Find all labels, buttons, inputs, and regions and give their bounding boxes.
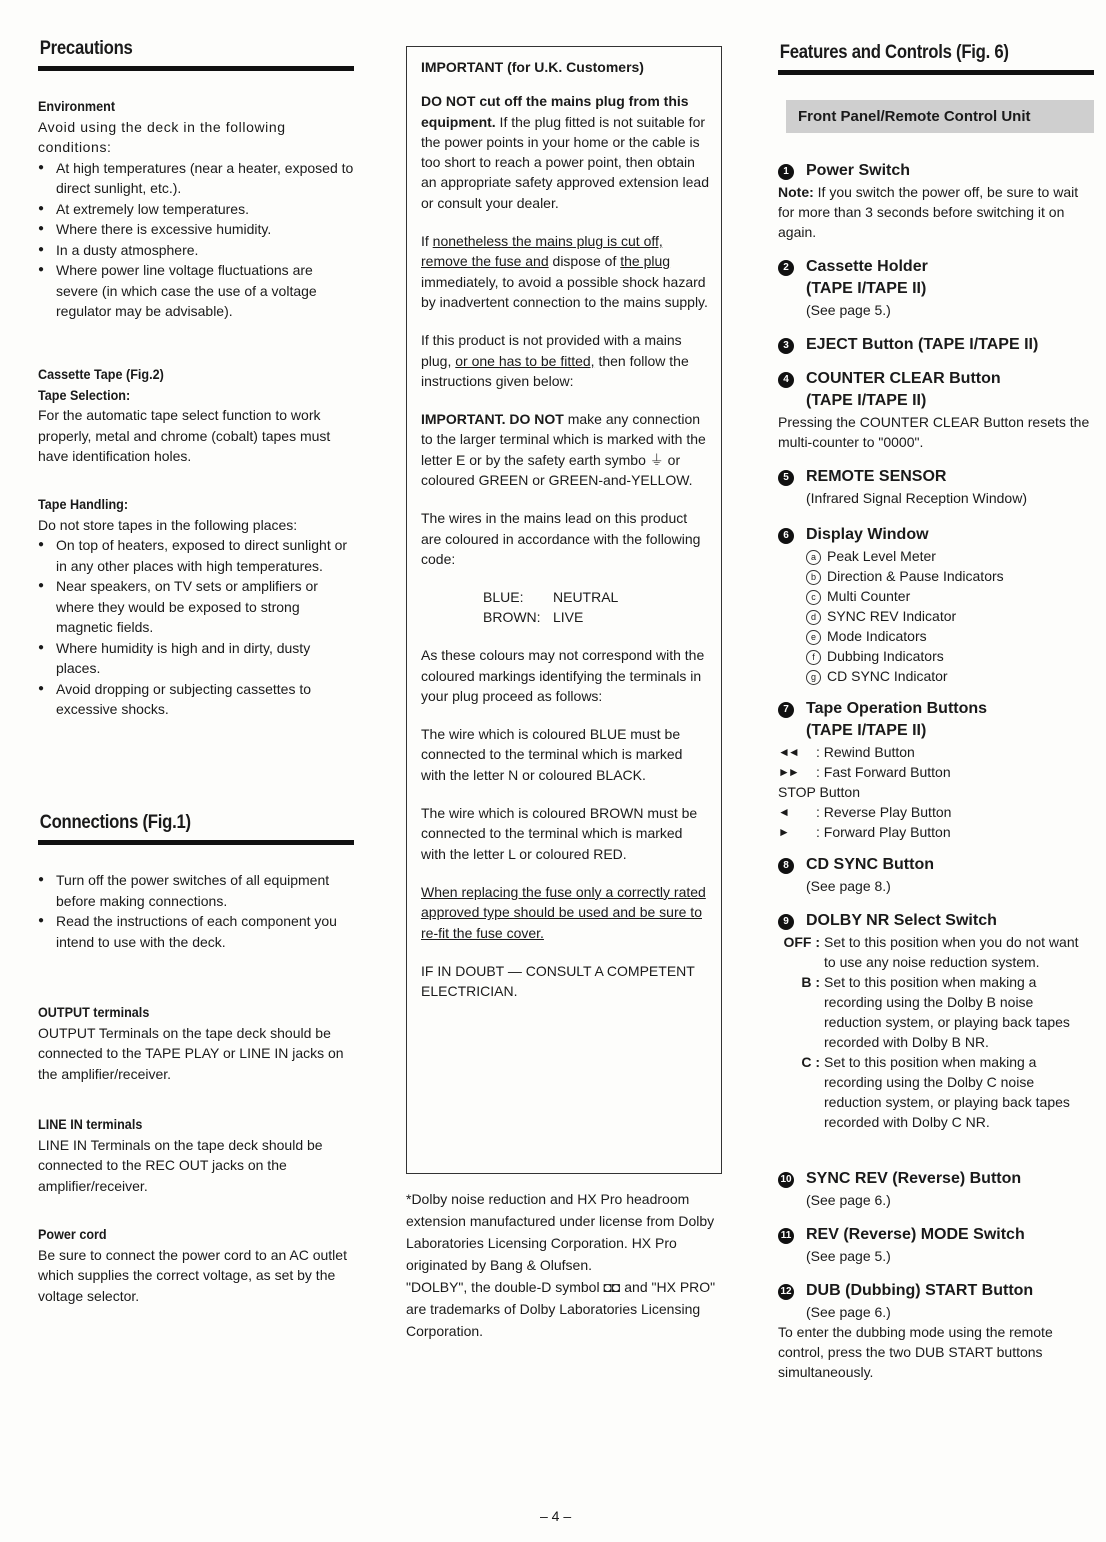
box-bold-text: DO NOT cut off the mains plug from this equipment. — [421, 93, 689, 130]
number-10-icon: 10 — [778, 1172, 794, 1188]
environment-list — [38, 158, 354, 322]
feature-title: Tape Operation Buttons — [806, 700, 988, 717]
tape-handling-list — [38, 535, 354, 720]
indicator-label: CD SYNC Indicator — [827, 668, 948, 684]
feature-title: SYNC REV (Reverse) Button — [806, 1170, 1022, 1187]
mode-text: Set to this position when you do not want to use any noise reduction system. — [824, 934, 1079, 970]
cassette-title: Cassette Tape (Fig.2) — [38, 366, 164, 382]
box-text: immediately, to avoid a possible shock hazard by inadvertent connection to the mains supply. — [421, 273, 708, 310]
tape-handling-title: Tape Handling: — [38, 496, 129, 512]
connections-heading: Connections (Fig.1) — [39, 812, 191, 833]
mode-row — [778, 1052, 1094, 1132]
rewind-icon: ◄◄ — [778, 745, 798, 759]
code-key: BROWN: — [483, 609, 541, 626]
forward-play-icon: ► — [778, 825, 788, 839]
box-paragraph — [421, 330, 709, 391]
power-cord-section — [38, 1224, 354, 1306]
box-text: dispose of — [548, 253, 621, 270]
output-title: OUTPUT terminals — [38, 1004, 150, 1020]
feature-title: EJECT Button (TAPE I/TAPE II) — [806, 336, 1039, 353]
list-item — [806, 586, 1094, 606]
linein-section — [38, 1114, 354, 1196]
output-text: OUTPUT Terminals on the tape deck should be connected to the TAPE PLAY or LINE IN jacks on the amplifier/receiver. — [38, 1024, 344, 1082]
feature-cassette-holder — [778, 256, 1094, 320]
button-desc: STOP Button — [778, 784, 860, 800]
box-text: make any connection to the larger terminal which is marked with the letter E or by the safety earth symbo ⏚ or coloured GREEN or GREEN-and-YELLOW. — [421, 411, 706, 489]
feature-title: DOLBY NR Select Switch — [806, 912, 997, 929]
indicator-label: Direction & Pause Indicators — [827, 568, 1004, 584]
button-desc: : Rewind Button — [816, 744, 915, 760]
mode-row — [778, 932, 1094, 972]
cassette-section — [38, 364, 354, 467]
list-item — [806, 546, 1094, 566]
mode-label: B : — [801, 974, 820, 990]
see-page: (See page 6.) — [806, 1192, 891, 1208]
feature-dub-start — [778, 1280, 1094, 1382]
list-item: ● At extremely low temperatures. — [38, 199, 354, 220]
feature-title: REMOTE SENSOR — [806, 468, 947, 485]
footnote-text: *Dolby noise reduction and HX Pro headroom extension manufactured under license from Dolby Laboratories Licensing Corporation. HX Pro originated by Bang & Olufsen. — [406, 1191, 715, 1273]
environment-section — [38, 96, 354, 322]
number-6-icon: 6 — [778, 528, 794, 544]
box-paragraph: The wire which is coloured BLUE must be connected to the terminal which is marked with the letter N or coloured BLACK. — [421, 726, 683, 783]
indicator-label: Mode Indicators — [827, 628, 927, 644]
code-value: NEUTRAL — [553, 589, 619, 606]
letter-a-icon: a — [806, 550, 821, 565]
wire-colour-code — [421, 587, 709, 627]
box-text: If the plug fitted is not suitable for the power points in your home or the cable is too short to reach a power point, then obtain an appropriate safety approved extension lead or consult your dealer. — [421, 113, 709, 211]
letter-c-icon: c — [806, 590, 821, 605]
list-item: ● Turn off the power switches of all equipment before making connections. — [38, 870, 354, 911]
number-8-icon: 8 — [778, 858, 794, 874]
button-desc: : Reverse Play Button — [816, 804, 952, 820]
number-5-icon: 5 — [778, 470, 794, 486]
linein-text: LINE IN Terminals on the tape deck should be connected to the REC OUT jacks on the amplifier/receiver. — [38, 1136, 323, 1194]
letter-e-icon: e — [806, 630, 821, 645]
box-paragraph: As these colours may not correspond with the coloured markings identifying the terminals in your plug proceed as follows: — [421, 647, 705, 704]
feature-title: Display Window — [806, 526, 929, 543]
box-bold-text: IMPORTANT. DO NOT — [421, 411, 564, 428]
number-3-icon: 3 — [778, 338, 794, 354]
mode-label: C : — [801, 1054, 820, 1070]
environment-title: Environment — [38, 98, 116, 114]
feature-title: DUB (Dubbing) START Button — [806, 1282, 1034, 1299]
reverse-play-icon: ◄ — [778, 805, 788, 819]
number-1-icon: 1 — [778, 164, 794, 180]
list-item — [806, 606, 1094, 626]
box-paragraph: The wires in the mains lead on this product are coloured in accordance with the following code: — [421, 510, 701, 567]
footnote-text: "DOLBY", the double-D symbol ◘◘ and "HX PRO" are trademarks of Dolby Laboratories Licensing Corporation. — [406, 1279, 716, 1339]
power-cord-text: Be sure to connect the power cord to an AC outlet which supplies the correct voltage, as set by the voltage selector. — [38, 1246, 347, 1304]
note-label: Note: — [778, 184, 814, 200]
box-paragraph — [421, 409, 709, 490]
indicator-label: Multi Counter — [827, 588, 911, 604]
indicator-label: Dubbing Indicators — [827, 648, 944, 664]
letter-g-icon: g — [806, 670, 821, 685]
feature-power-switch — [778, 160, 1094, 242]
letter-f-icon: f — [806, 650, 821, 665]
see-page: (See page 6.) — [806, 1304, 891, 1320]
feature-cd-sync — [778, 854, 1094, 896]
button-desc: : Fast Forward Button — [816, 764, 951, 780]
page-number: – 4 – — [540, 1508, 572, 1524]
underlined-text: the plug — [620, 253, 671, 270]
mode-text: Set to this position when making a recording using the Dolby C noise reduction system, or playing back tapes recorded with Dolby C NR. — [824, 1054, 1070, 1130]
list-item: ● On top of heaters, exposed to direct sunlight or in any other places with high temperatures. — [38, 535, 354, 576]
number-9-icon: 9 — [778, 914, 794, 930]
note-text: If you switch the power off, be sure to wait for more than 3 seconds before switching it on again. — [778, 184, 1079, 240]
number-2-icon: 2 — [778, 260, 794, 276]
list-item: ● At high temperatures (near a heater, exposed to direct sunlight, etc.). — [38, 158, 354, 199]
output-section — [38, 1002, 354, 1084]
box-paragraph — [421, 91, 709, 213]
list-item — [806, 626, 1094, 646]
uk-important-box — [406, 46, 722, 1174]
feature-counter-clear — [778, 368, 1094, 452]
underlined-text: or one has to be fitted, — [455, 352, 595, 369]
see-page: (See page 8.) — [806, 878, 891, 894]
list-item: ● Read the instructions of each component you intend to use with the deck. — [38, 911, 354, 952]
linein-title: LINE IN terminals — [38, 1116, 143, 1132]
list-item: ● Where power line voltage fluctuations are severe (in which case the use of a voltage regulator may be advisable). — [38, 260, 354, 322]
box-text: If this product is not provided with a mains plug, — [421, 332, 682, 369]
heading-rule — [38, 66, 354, 71]
tape-handling-section — [38, 494, 354, 720]
box-text: If — [421, 233, 433, 250]
box-paragraph: IF IN DOUBT — CONSULT A COMPETENT ELECTRICIAN. — [421, 962, 695, 1000]
see-page: (See page 5.) — [806, 1248, 891, 1264]
precautions-heading: Precautions — [39, 38, 133, 59]
power-cord-title: Power cord — [38, 1226, 107, 1242]
list-item: ● In a dusty atmosphere. — [38, 240, 354, 261]
dolby-footnote — [406, 1188, 722, 1342]
box-text: then follow the instructions given below: — [421, 352, 689, 389]
letter-b-icon: b — [806, 570, 821, 585]
feature-title: Power Switch — [806, 162, 911, 179]
number-4-icon: 4 — [778, 372, 794, 388]
heading-rule — [38, 840, 354, 845]
feature-subtitle: (TAPE I/TAPE II) — [806, 392, 927, 409]
tape-selection-title: Tape Selection: — [38, 386, 131, 403]
feature-title: Cassette Holder — [806, 258, 928, 275]
underlined-text: nonetheless the mains plug is cut off, remove the fuse and — [421, 233, 663, 270]
list-item: ● Where there is excessive humidity. — [38, 219, 354, 240]
feature-rev-mode — [778, 1224, 1094, 1266]
feature-text: (Infrared Signal Reception Window) — [806, 490, 1027, 506]
heading-rule — [778, 70, 1094, 75]
list-item — [806, 646, 1094, 666]
number-11-icon: 11 — [778, 1228, 794, 1244]
mode-text: Set to this position when making a recording using the Dolby B noise reduction system, or playing back tapes recorded with Dolby B NR. — [824, 974, 1070, 1050]
list-item: ● Avoid dropping or subjecting cassettes to excessive shocks. — [38, 679, 354, 720]
display-indicator-list — [778, 546, 1094, 686]
feature-sync-rev — [778, 1168, 1094, 1210]
mode-row — [778, 972, 1094, 1052]
number-12-icon: 12 — [778, 1284, 794, 1300]
feature-text: Pressing the COUNTER CLEAR Button resets the multi-counter to "0000". — [778, 414, 1090, 450]
number-7-icon: 7 — [778, 702, 794, 718]
connections-list — [38, 870, 354, 952]
feature-tape-operation — [778, 698, 1094, 842]
box-title: IMPORTANT (for U.K. Customers) — [421, 59, 644, 75]
feature-subtitle: (TAPE I/TAPE II) — [806, 280, 927, 297]
box-paragraph: The wire which is coloured BROWN must be connected to the terminal which is marked with the letter L or coloured RED. — [421, 805, 698, 862]
tape-handling-intro: Do not store tapes in the following places: — [38, 516, 298, 533]
list-item — [806, 666, 1094, 686]
letter-d-icon: d — [806, 610, 821, 625]
features-heading: Features and Controls (Fig. 6) — [779, 42, 1009, 63]
tape-selection-text: For the automatic tape select function to work properly, metal and chrome (cobalt) tapes must have identification holes. — [38, 407, 331, 464]
indicator-label: Peak Level Meter — [827, 548, 936, 564]
fast-forward-icon: ►► — [778, 765, 798, 779]
feature-remote-sensor — [778, 466, 1094, 508]
feature-text: To enter the dubbing mode using the remote control, press the two DUB START buttons simultaneously. — [778, 1324, 1053, 1380]
code-key: BLUE: — [483, 589, 524, 606]
indicator-label: SYNC REV Indicator — [827, 608, 957, 624]
feature-title: CD SYNC Button — [806, 856, 934, 873]
list-item — [806, 566, 1094, 586]
box-paragraph: When replacing the fuse only a correctly rated approved type should be used and be sure to re-fit the fuse cover. — [421, 883, 706, 941]
button-desc: : Forward Play Button — [816, 824, 951, 840]
list-item: ● Where humidity is high and in dirty, dusty places. — [38, 638, 354, 679]
list-item: ● Near speakers, on TV sets or amplifiers or where they would be exposed to strong magnetic fields. — [38, 576, 354, 638]
feature-dolby-nr — [778, 910, 1094, 1132]
feature-subtitle: (TAPE I/TAPE II) — [806, 722, 927, 739]
feature-display-window — [778, 524, 1094, 686]
mode-label: OFF : — [783, 934, 820, 950]
feature-eject — [778, 334, 1094, 356]
panel-banner: Front Panel/Remote Control Unit — [786, 100, 1094, 133]
see-page: (See page 5.) — [806, 302, 891, 318]
feature-title: COUNTER CLEAR Button — [806, 370, 1001, 387]
environment-intro: Avoid using the deck in the following conditions: — [38, 118, 286, 155]
feature-title: REV (Reverse) MODE Switch — [806, 1226, 1025, 1243]
code-value: LIVE — [553, 609, 584, 626]
connections-section — [38, 870, 354, 952]
box-paragraph — [421, 231, 709, 312]
